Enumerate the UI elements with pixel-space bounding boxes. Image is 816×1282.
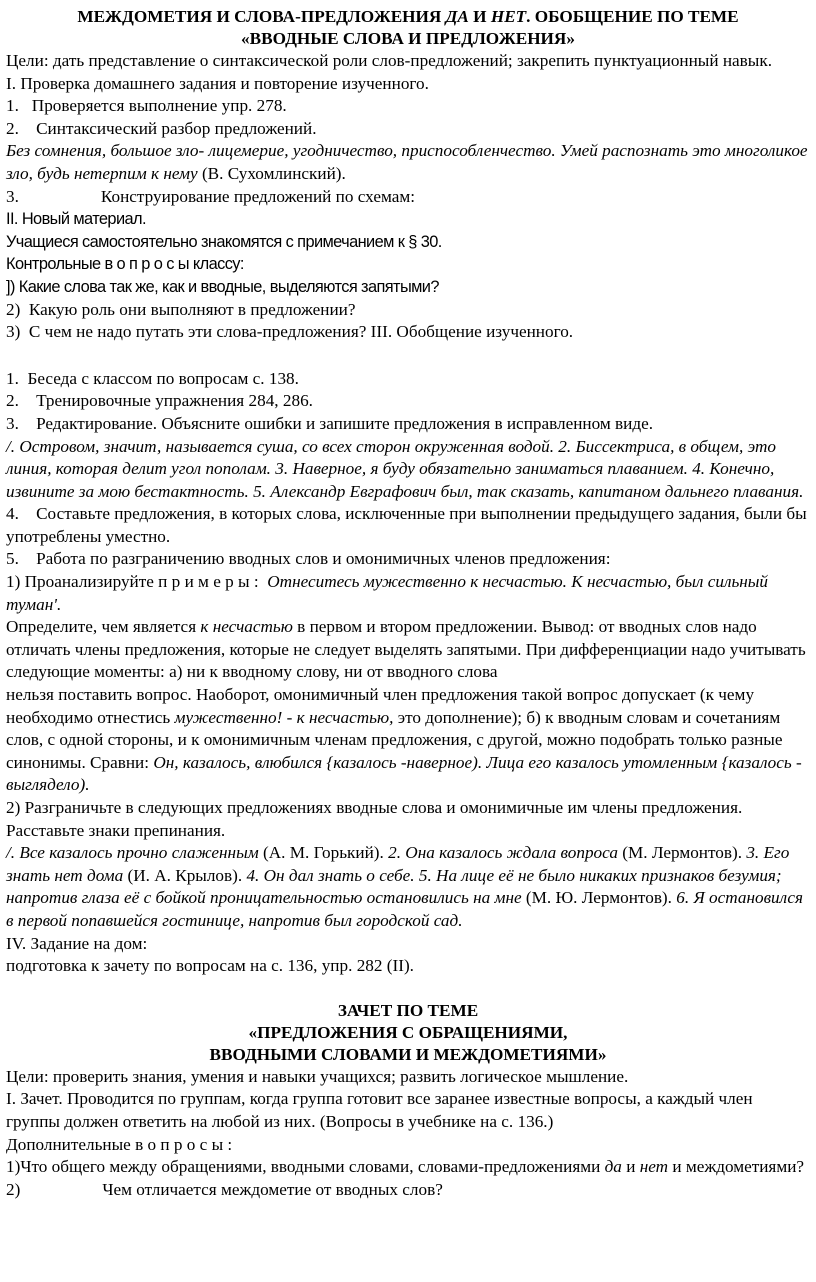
example-author: (М. Ю. Лермонтов). [521, 888, 677, 908]
task-text: 1) Проанализируйте п р и м е р ы : [6, 572, 268, 592]
task-4: 4. Составьте предложения, в которых слова, исключенные при выполнении предыдущего задания, были бы употреблены уместно. [6, 504, 807, 546]
homework-text: подготовка к зачету по вопросам на с. 136, упр. 282 (II). [6, 956, 414, 976]
question-text: 1)Что общего между обращениями, вводными словами, словами-предложениями [6, 1157, 605, 1177]
title-da: ДА [445, 7, 469, 26]
title-and: И [468, 7, 491, 26]
questions-heading: Контрольные в о п р о с ы классу: [6, 255, 244, 274]
example-author: (И. А. Крылов). [123, 865, 247, 885]
def-italic: мужественно! - к несчастью, [174, 707, 394, 727]
lesson-goals: Цели: дать представление о синтаксической роли слов-предложений; закрепить пунктуационный навык. [6, 51, 772, 70]
title-text: МЕЖДОМЕТИЯ И СЛОВА-ПРЕДЛОЖЕНИЯ [77, 7, 446, 26]
task-3: 3. Редактирование. Объясните ошибки и запишите предложения в исправленном виде. [6, 413, 654, 433]
task-2: 2. Тренировочные упражнения 284, 286. [6, 391, 313, 411]
item-text: Конструирование предложений по схемам: [100, 186, 415, 206]
extra-question-2 [6, 1179, 810, 1202]
def-text: это дополнение); б) к вводным словам и сочетаниям слов, с одной стороны, и к омонимичным членам предложения, с другой, можно подобрать только разные синонимы. Сравни: [6, 707, 783, 772]
task-5-2-examples [6, 842, 810, 932]
question-text: и междометиями? [668, 1157, 805, 1177]
definition-paragraph-cont [6, 684, 810, 797]
example: /. Все казалось прочно слаженным [6, 843, 259, 863]
example: 6. Я остановился в первой попавшейся гостинице, напротив был городской сад. [6, 888, 803, 930]
test-title-line-2: «ПРЕДЛОЖЕНИЯ С ОБРАЩЕНИЯМИ, [248, 1022, 568, 1042]
section-1-heading: I. Проверка домашнего задания и повторение изученного. [6, 73, 429, 93]
extra-question-1 [6, 1156, 810, 1179]
def-text: Определите, чем является [6, 617, 201, 637]
question-italic: нет [639, 1157, 669, 1177]
definition-paragraph [6, 616, 810, 684]
extra-questions-heading: Дополнительные в о п р о с ы : [6, 1134, 233, 1154]
def-text: в первом и втором предложении. Вывод: от вводных слов надо отличать члены предложения, которые не следует выделять запятыми. При дифференциации надо учитывать следующие моменты: а) ни к вводному слову, ни от вводного слова [6, 617, 806, 682]
task-5: 5. Работа по разграничению вводных слов и омонимичных членов предложения: [6, 549, 611, 569]
example-author: (М. Лермонтов). [617, 843, 747, 863]
test-title [6, 1000, 810, 1066]
def-text: нельзя поставить вопрос. Наоборот, омонимичный член предложения такой вопрос допускает (к чему необходимо отнестись [6, 685, 755, 727]
question-number: 2) [6, 1179, 21, 1199]
test-goals: Цели: проверить знания, умения и навыки учащихся; развить логическое мышление. [6, 1066, 629, 1086]
title-line-2: «ВВОДНЫЕ СЛОВА И ПРЕДЛОЖЕНИЯ» [241, 29, 575, 48]
question-text: и [621, 1157, 640, 1177]
test-section-1: I. Зачет. Проводится по группам, когда группа готовит все заранее известные вопросы, а каждый член группы должен ответить на любой из них. (Вопросы в учебнике на с. 136.) [6, 1089, 753, 1131]
task-5-2: 2) Разграничьте в следующих предложениях вводные слова и омонимичные им члены предложения. Расставьте знаки препинания. [6, 798, 743, 840]
example-author: (А. М. Горький). [258, 843, 389, 863]
example: 4. Он дал знать о себе. 5. На лице её не было никаких признаков безумия; напротив глаза её с бойкой проницательностью остановились на мне [6, 865, 782, 908]
question-italic: да [604, 1157, 622, 1177]
item-number: 3. [6, 186, 19, 206]
example: 3. Его знать нет дома [6, 843, 790, 885]
quote-text: Без сомнения, большое зло- лицемерие, угодничество, приспособленчество. Умей распознать это многоликое зло, будь нетерпим к нему [6, 141, 808, 183]
question-text: Чем отличается междометие от вводных слов? [102, 1179, 443, 1199]
examples-text: Отнеситесь мужественно к несчастью. К несчастью, был сильный туман'. [6, 572, 769, 614]
quote-paragraph [6, 140, 810, 185]
question-2: 2) Какую роль они выполняют в предложении? [6, 299, 356, 319]
lesson-title [6, 6, 810, 50]
question-1: ]) Какие слова так же, как и вводные, выделяются запятыми? [6, 277, 439, 296]
homework-heading: IV. Задание на дом: [6, 933, 148, 953]
task-1: 1. Беседа с классом по вопросам с. 138. [6, 368, 299, 388]
title-net: НЕТ [490, 7, 527, 26]
spacer [6, 344, 810, 368]
example: 2. Она казалось ждала вопроса [388, 843, 618, 863]
def-italic: Он, казалось, влюбился {казалось -наверное). Лица его казалось утомленным {казалось - выглядело). [6, 752, 802, 795]
test-title-line-3: ВВОДНЫМИ СЛОВАМИ И МЕЖДОМЕТИЯМИ» [209, 1044, 607, 1064]
section-1-item-3 [6, 186, 810, 209]
section-1-item-1: 1. Проверяется выполнение упр. 278. [6, 96, 287, 116]
examples-text: /. Островом, значит, называется суша, со всех сторон окруженная водой. 2. Биссектриса, в общем, это линия, которая делит угол пополам. 3. Наверное, я буду обязательно заниматься плаванием. 4. Конечно, извините за мою бестактность. 5. Александр Евграфович был, так сказать, капитаном дальнего плавания. [6, 436, 804, 501]
task-5-1 [6, 571, 810, 616]
def-italic: к несчастью [200, 617, 293, 637]
task-3-examples [6, 436, 810, 504]
section-2-text: Учащиеся самостоятельно знакомятся с примечанием к § 30. [6, 232, 442, 251]
title-text-end: . ОБОБЩЕНИЕ ПО ТЕМЕ [526, 7, 739, 26]
section-1-item-2: 2. Синтаксический разбор предложений. [6, 118, 317, 138]
quote-author: (В. Сухомлинский). [197, 163, 346, 183]
question-3: 3) С чем не надо путать эти слова-предложения? III. Обобщение изученного. [6, 322, 574, 342]
spacer [6, 978, 810, 1000]
test-title-line-1: ЗАЧЕТ ПО ТЕМЕ [337, 1000, 479, 1020]
section-2-heading: II. Новый материал. [6, 210, 146, 229]
